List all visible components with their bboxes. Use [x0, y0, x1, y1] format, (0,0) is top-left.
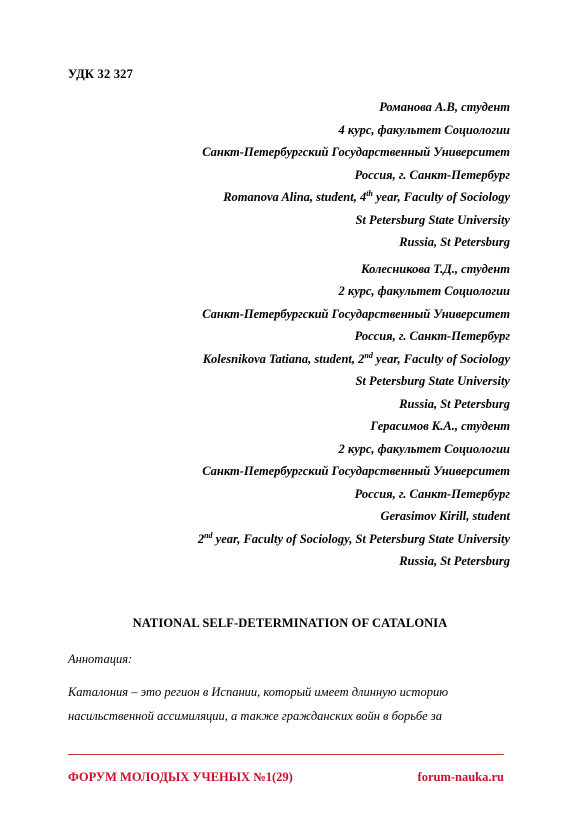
annotation-line: Каталония – это регион в Испании, который имеет длинную историю: [68, 685, 449, 699]
author-line: Россия, г. Санкт-Петербург: [354, 486, 510, 501]
author-line: Russia, St Petersburg: [399, 554, 510, 568]
author-line: Колесникова Т.Д., студент: [361, 261, 510, 276]
line-text: 2: [197, 531, 205, 546]
author-line: Russia, St Petersburg: [399, 235, 510, 249]
ordinal-suffix: nd: [204, 530, 213, 540]
line-text: Romanova Alina, student, 4: [223, 190, 367, 204]
author-line: Романова А.В, студент: [379, 100, 510, 114]
udk-code: УДК 32 327: [68, 67, 134, 81]
author-line-english-name: [50, 186, 510, 209]
article-title: NATIONAL SELF-DETERMINATION OF CATALONIA: [132, 616, 448, 630]
author-line: Россия, г. Санкт-Петербург: [354, 167, 510, 182]
footer-website[interactable]: forum-nauka.ru: [417, 770, 504, 784]
author-line: St Petersburg State University: [355, 374, 510, 388]
author-line: 2 курс, факультет Социологии: [338, 284, 510, 298]
ordinal-suffix: th: [366, 189, 373, 198]
author-block-gerasimov: [50, 415, 510, 573]
line-text: Kolesnikova Tatiana, student, 2: [202, 351, 365, 366]
author-line-english-name: [50, 348, 510, 371]
line-text: year, Faculty of Sociology: [372, 190, 510, 204]
author-line: Герасимов К.А., студент: [370, 419, 510, 433]
footer-journal-name: ФОРУМ МОЛОДЫХ УЧЕНЫХ №1(29): [68, 770, 293, 784]
author-line: 2 курс, факультет Социологии: [338, 441, 510, 456]
line-text: year, Faculty of Sociology, St Petersburg State University: [212, 531, 510, 546]
author-block-kolesnikova: [50, 258, 510, 416]
author-line: Russia, St Petersburg: [399, 396, 510, 411]
author-line: Санкт-Петербургский Государственный Университет: [202, 306, 510, 321]
ordinal-suffix: nd: [364, 350, 373, 360]
author-line: Санкт-Петербургский Государственный Университет: [202, 145, 510, 159]
author-block-romanova: [50, 96, 510, 254]
line-text: year, Faculty of Sociology: [372, 351, 510, 366]
author-line-year-faculty: [50, 528, 510, 551]
author-line: Санкт-Петербургский Государственный Университет: [202, 464, 510, 478]
footer-divider: [68, 754, 504, 755]
annotation-text: [68, 680, 518, 728]
author-line: Россия, г. Санкт-Петербург: [354, 329, 510, 343]
author-line: 4 курс, факультет Социологии: [338, 122, 510, 137]
author-line: Gerasimov Kirill, student: [380, 509, 510, 523]
author-affiliations: [50, 96, 510, 573]
annotation-label: Аннотация:: [68, 652, 133, 666]
author-line: St Petersburg State University: [355, 212, 510, 227]
annotation-line: насильственной ассимиляции, а также гражданских войн в борьбе за: [68, 709, 442, 723]
